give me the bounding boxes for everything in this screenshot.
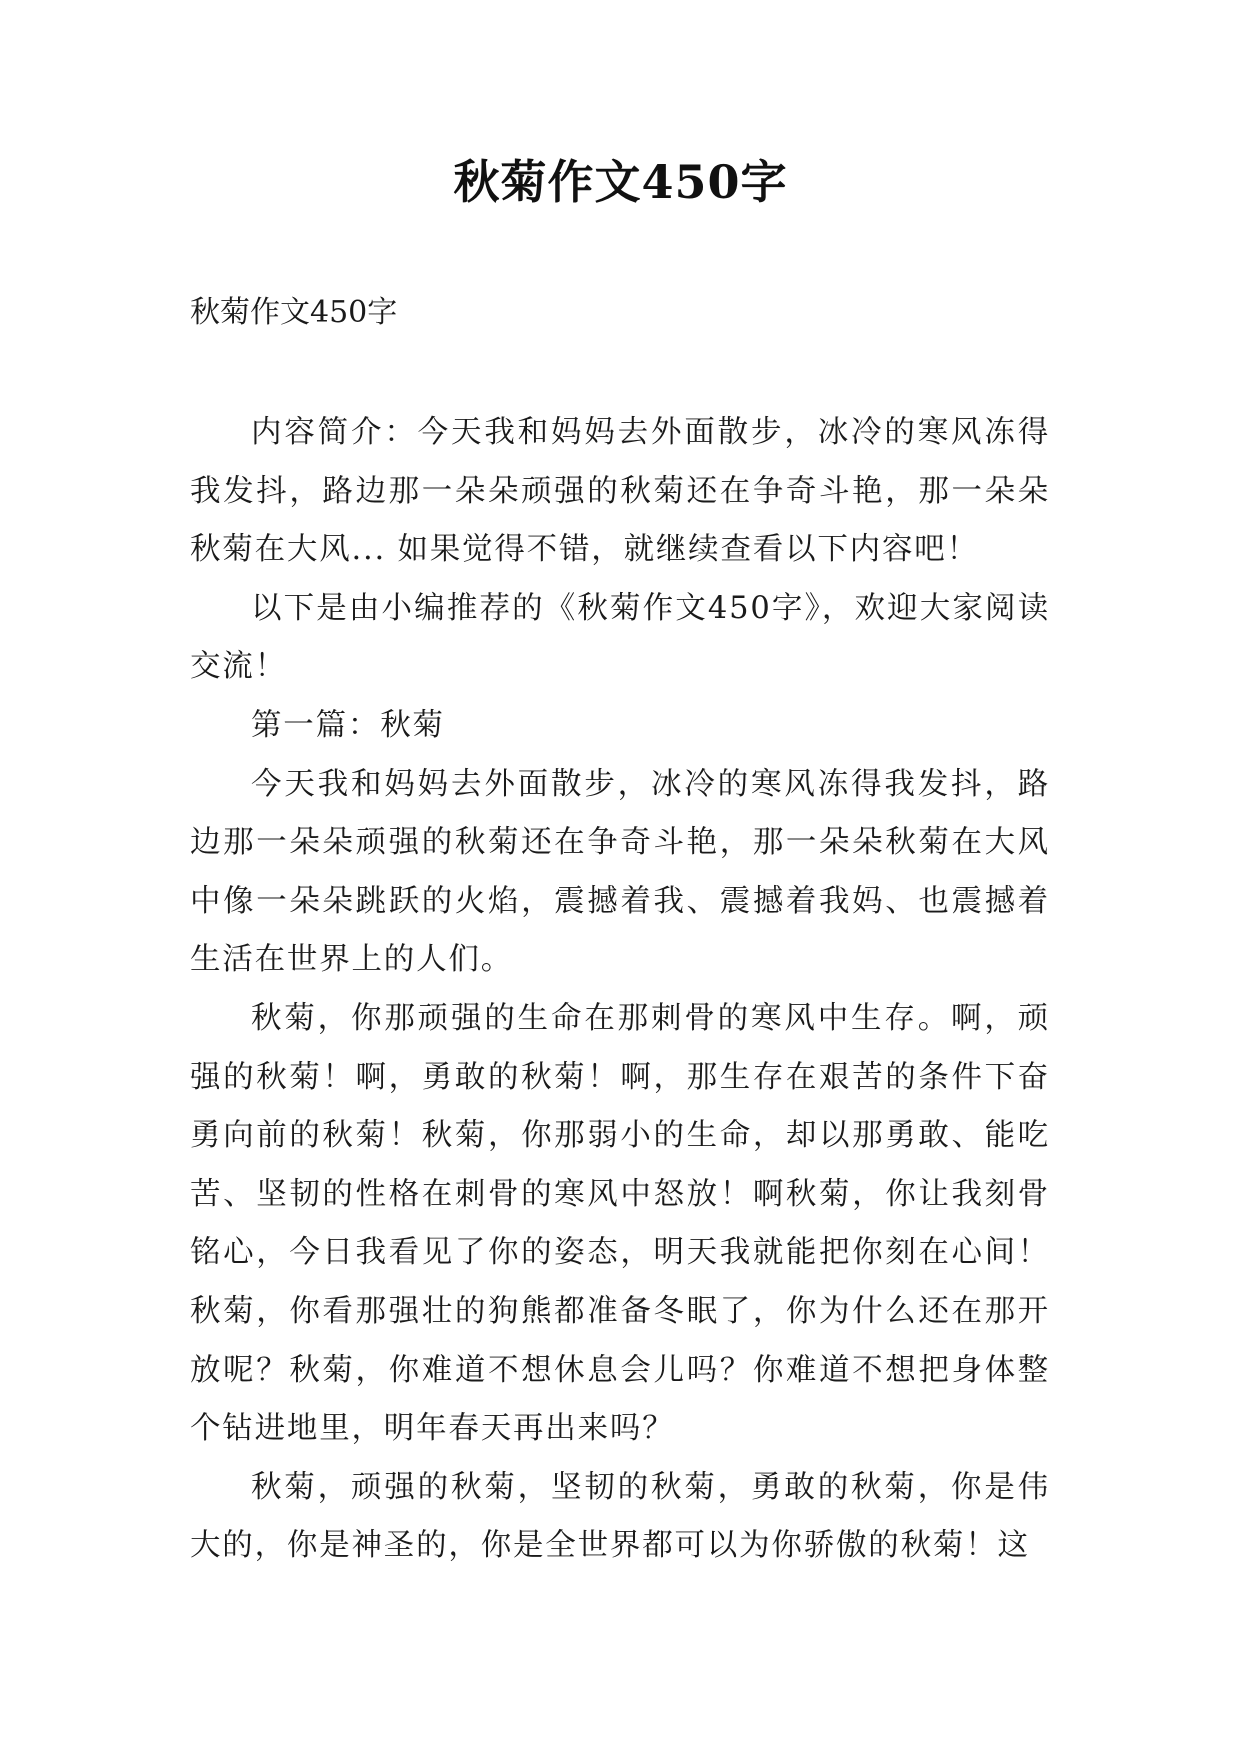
document-subtitle: 秋菊作文450字 [190,295,398,330]
paragraph-summary: 内容简介：今天我和妈妈去外面散步，冰冷的寒风冻得我发抖，路边那一朵朵顽强的秋菊还在争奇斗艳，那一朵朵秋菊在大风... 如果觉得不错，就继续查看以下内容吧！ [190,415,1050,568]
paragraph: 秋菊，你那顽强的生命在那刺骨的寒风中生存。啊，顽强的秋菊！啊，勇敢的秋菊！啊，那生存在艰苦的条件下奋勇向前的秋菊！秋菊，你那弱小的生命，却以那勇敢、能吃苦、坚韧的性格在刺骨的寒风中怒放！啊秋菊，你让我刻骨铭心，今日我看见了你的姿态，明天我就能把你刻在心间！秋菊，你看那强壮的狗熊都准备冬眠了，你为什么还在那开放呢？秋菊，你难道不想休息会儿吗？你难道不想把身体整个钻进地里，明年春天再出来吗？ [190,1000,1050,1447]
section-heading: 第一篇：秋菊 [251,707,445,743]
paragraph-intro: 以下是由小编推荐的《秋菊作文450字》，欢迎大家阅读交流！ [190,590,1050,685]
paragraph: 今天我和妈妈去外面散步，冰冷的寒风冻得我发抖，路边那一朵朵顽强的秋菊还在争奇斗艳，那一朵朵秋菊在大风中像一朵朵跳跃的火焰，震撼着我、震撼着我妈、也震撼着生活在世界上的人们。 [190,766,1050,978]
document-title: 秋菊作文450字 [453,155,788,209]
paragraph: 秋菊，顽强的秋菊，坚韧的秋菊，勇敢的秋菊，你是伟大的，你是神圣的，你是全世界都可以为你骄傲的秋菊！这 [190,1469,1050,1564]
document-body [190,404,1050,1576]
